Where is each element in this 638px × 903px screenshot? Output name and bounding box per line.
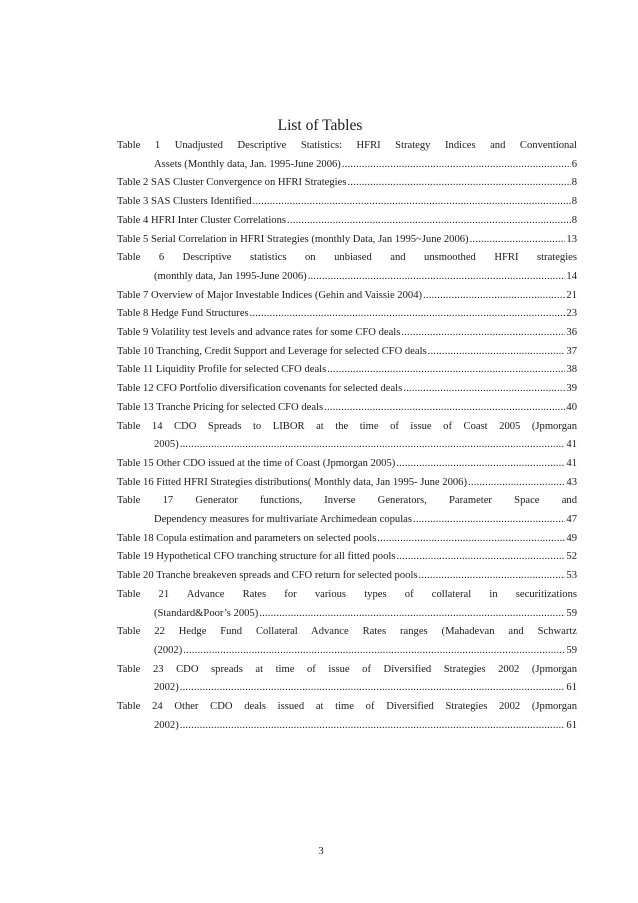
- dot-leader: [253, 193, 571, 212]
- toc-entry-page: 52: [566, 551, 577, 563]
- toc-entry-title: Table 16 Fitted HFRI Strategies distributions( Monthly data, Jan 1995- June 2006): [117, 476, 467, 488]
- toc-entry-page: 41: [566, 457, 577, 469]
- toc-entry-page: 59: [566, 644, 577, 656]
- toc-entry-page: 43: [566, 476, 577, 488]
- dot-leader: [419, 567, 566, 586]
- dot-leader: [183, 642, 565, 661]
- toc-entry-page: 6: [571, 158, 577, 170]
- toc-entry[interactable]: [117, 623, 577, 660]
- dot-leader: [428, 343, 566, 362]
- toc-entry-first-line: Table 24 Other CDO deals issued at time of Diversified Strategies 2002 (Jpmorgan: [117, 701, 577, 713]
- toc-entry-title: Table 3 SAS Clusters Identified: [117, 196, 252, 208]
- toc-entry-page: 23: [566, 308, 577, 320]
- toc-entry-page: 8: [571, 196, 577, 208]
- toc-entry[interactable]: [117, 455, 577, 474]
- dot-leader: [396, 548, 565, 567]
- toc-entry[interactable]: [117, 287, 577, 306]
- toc-entry-page: 37: [566, 345, 577, 357]
- toc-entry-title: Table 8 Hedge Fund Structures: [117, 308, 249, 320]
- toc-entry[interactable]: [117, 399, 577, 418]
- toc-entry-title: Table 9 Volatility test levels and advance rates for some CFO deals: [117, 327, 401, 339]
- dot-leader: [401, 324, 565, 343]
- toc-entry-title: Table 18 Copula estimation and parameters on selected pools: [117, 532, 377, 544]
- dot-leader: [413, 511, 565, 530]
- toc-entry-page: 40: [566, 401, 577, 413]
- toc-entry-title: (2002): [154, 644, 183, 656]
- toc-entry[interactable]: [117, 661, 577, 698]
- dot-leader: [403, 380, 565, 399]
- toc-entry-title: Table 13 Tranche Pricing for selected CFO deals: [117, 401, 324, 413]
- toc-entry-first-line: Table 21 Advance Rates for various types of collateral in securitizations: [117, 588, 577, 600]
- toc-entry-title: Table 19 Hypothetical CFO tranching structure for all fitted pools: [117, 551, 396, 563]
- toc-entry[interactable]: [117, 418, 577, 455]
- toc-entry-first-line: Table 17 Generator functions, Inverse Generators, Parameter Space and: [117, 495, 577, 507]
- toc-entry-title: (Standard&Poor’s 2005): [154, 607, 259, 619]
- toc-entry-title: Table 11 Liquidity Profile for selected CFO deals: [117, 364, 327, 376]
- dot-leader: [324, 399, 565, 418]
- toc-entry[interactable]: [117, 305, 577, 324]
- list-of-tables: [117, 137, 577, 736]
- toc-entry-page: 61: [566, 682, 577, 694]
- toc-entry-title: Table 20 Tranche breakeven spreads and CFO return for selected pools: [117, 570, 418, 582]
- dot-leader: [259, 605, 565, 624]
- toc-entry[interactable]: [117, 698, 577, 735]
- dot-leader: [342, 156, 571, 175]
- dot-leader: [347, 174, 570, 193]
- toc-entry-title: Table 12 CFO Portfolio diversification covenants for selected deals: [117, 383, 403, 395]
- toc-entry-page: 8: [571, 177, 577, 189]
- toc-entry-title: 2002): [154, 719, 179, 731]
- toc-entry[interactable]: [117, 212, 577, 231]
- toc-entry-title: Table 7 Overview of Major Investable Indices (Gehin and Vaissie 2004): [117, 289, 423, 301]
- toc-entry[interactable]: [117, 137, 577, 174]
- dot-leader: [377, 530, 565, 549]
- toc-entry[interactable]: [117, 361, 577, 380]
- toc-entry-first-line: Table 6 Descriptive statistics on unbiased and unsmoothed HFRI strategies: [117, 252, 577, 264]
- dot-leader: [470, 231, 566, 250]
- toc-entry-page: 47: [566, 514, 577, 526]
- toc-entry-page: 13: [566, 233, 577, 245]
- dot-leader: [327, 361, 565, 380]
- toc-entry-page: 14: [566, 270, 577, 282]
- toc-entry-page: 49: [566, 532, 577, 544]
- toc-entry-page: 39: [566, 383, 577, 395]
- toc-entry[interactable]: [117, 548, 577, 567]
- toc-entry[interactable]: [117, 324, 577, 343]
- toc-entry-title: Table 5 Serial Correlation in HFRI Strategies (monthly Data, Jan 1995~June 2006): [117, 233, 469, 245]
- toc-entry[interactable]: [117, 193, 577, 212]
- toc-entry-title: Table 2 SAS Cluster Convergence on HFRI Strategies: [117, 177, 347, 189]
- toc-entry[interactable]: [117, 492, 577, 529]
- toc-entry[interactable]: [117, 174, 577, 193]
- dot-leader: [308, 268, 566, 287]
- toc-entry-page: 38: [566, 364, 577, 376]
- page-title: List of Tables: [277, 117, 363, 134]
- dot-leader: [287, 212, 571, 231]
- dot-leader: [180, 717, 566, 736]
- dot-leader: [468, 474, 565, 493]
- page-number: 3: [318, 846, 324, 857]
- toc-entry[interactable]: [117, 380, 577, 399]
- toc-entry-title: Assets (Monthly data, Jan. 1995-June 2006): [154, 158, 341, 170]
- toc-entry[interactable]: [117, 567, 577, 586]
- toc-entry-first-line: Table 1 Unadjusted Descriptive Statistics: HFRI Strategy Indices and Conventional: [117, 140, 577, 151]
- toc-entry-page: 53: [566, 570, 577, 582]
- toc-entry[interactable]: [117, 586, 577, 623]
- toc-entry[interactable]: [117, 343, 577, 362]
- dot-leader: [180, 436, 566, 455]
- toc-entry[interactable]: [117, 249, 577, 286]
- toc-entry-title: Table 10 Tranching, Credit Support and Leverage for selected CFO deals: [117, 345, 427, 357]
- toc-entry-page: 8: [571, 214, 577, 226]
- toc-entry-page: 21: [566, 289, 577, 301]
- dot-leader: [396, 455, 565, 474]
- dot-leader: [180, 679, 566, 698]
- toc-entry[interactable]: [117, 530, 577, 549]
- dot-leader: [250, 305, 566, 324]
- toc-entry-first-line: Table 14 CDO Spreads to LIBOR at the time of issue of Coast 2005 (Jpmorgan: [117, 420, 577, 432]
- toc-entry-page: 41: [566, 439, 577, 451]
- toc-entry-title: Dependency measures for multivariate Archimedean copulas: [154, 514, 412, 526]
- dot-leader: [423, 287, 565, 306]
- toc-entry-page: 36: [566, 327, 577, 339]
- toc-entry-title: (monthly data, Jan 1995-June 2006): [154, 270, 307, 282]
- toc-entry[interactable]: [117, 474, 577, 493]
- toc-entry-first-line: Table 22 Hedge Fund Collateral Advance Rates ranges (Mahadevan and Schwartz: [117, 626, 577, 638]
- toc-entry-first-line: Table 23 CDO spreads at time of issue of Diversified Strategies 2002 (Jpmorgan: [117, 663, 577, 675]
- toc-entry-page: 61: [566, 719, 577, 731]
- toc-entry[interactable]: [117, 231, 577, 250]
- toc-entry-title: 2005): [154, 439, 179, 451]
- toc-entry-title: Table 15 Other CDO issued at the time of Coast (Jpmorgan 2005): [117, 457, 396, 469]
- toc-entry-title: Table 4 HFRI Inter Cluster Correlations: [117, 214, 287, 226]
- toc-entry-title: 2002): [154, 682, 179, 694]
- toc-entry-page: 59: [566, 607, 577, 619]
